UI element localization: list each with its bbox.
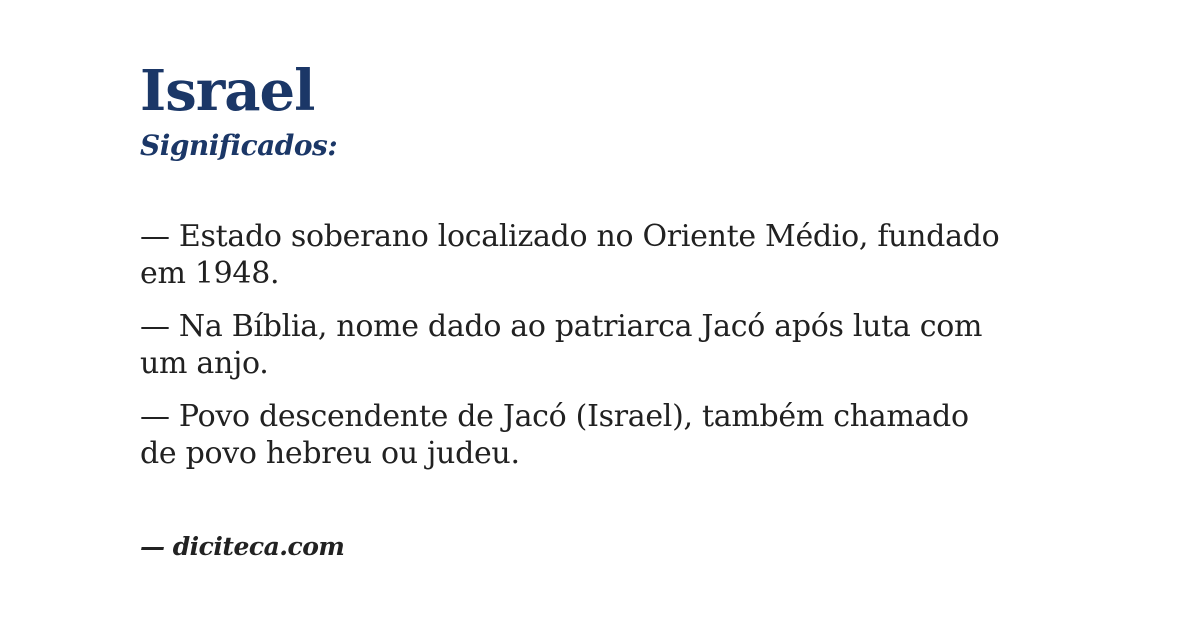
definition-line: — Na Bíblia, nome dado ao patriarca Jacó após luta com [140,308,983,344]
definition-item [140,308,1090,382]
meanings-subtitle: Significados: [140,128,338,162]
word-title: Israel [140,58,315,124]
definition-line: — Estado soberano localizado no Oriente Médio, fundado [140,218,1000,254]
definition-line: — Povo descendente de Jacó (Israel), também chamado [140,398,969,434]
definition-item [140,398,1090,472]
definition-item [140,218,1090,292]
definition-line: um anjo. [140,345,269,381]
source-attribution: — diciteca.com [140,532,345,561]
definition-line: em 1948. [140,255,280,291]
definitions-list [140,218,1090,472]
definition-line: de povo hebreu ou judeu. [140,435,520,471]
